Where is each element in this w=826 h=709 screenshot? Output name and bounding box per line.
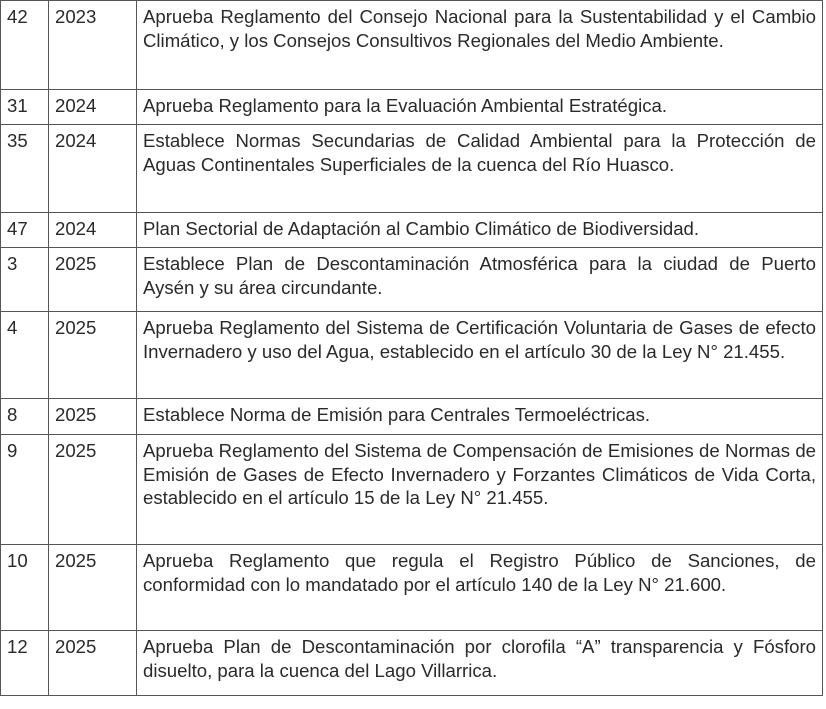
decree-year: 2025 [49, 248, 137, 312]
decree-description: Establece Norma de Emisión para Centrales Termoeléctricas. [137, 399, 823, 435]
decree-description: Aprueba Reglamento para la Evaluación Ambiental Estratégica. [137, 90, 823, 125]
decree-year: 2025 [49, 545, 137, 631]
decree-description: Establece Plan de Descontaminación Atmosférica para la ciudad de Puerto Aysén y su área circundante. [137, 248, 823, 312]
decree-number: 47 [1, 213, 49, 248]
decree-description: Aprueba Plan de Descontaminación por clorofila “A” transparencia y Fósforo disuelto, para la cuenca del Lago Villarrica. [137, 631, 823, 696]
table-row [1, 125, 823, 213]
table-row [1, 213, 823, 248]
table-row [1, 545, 823, 631]
decree-year: 2025 [49, 399, 137, 435]
decree-description: Aprueba Reglamento del Sistema de Compensación de Emisiones de Normas de Emisión de Gases de Efecto Invernadero y Forzantes Climáticos de Vida Corta, establecido en el artículo 15 de la Ley N° 21.455. [137, 435, 823, 545]
decree-number: 31 [1, 90, 49, 125]
decree-number: 3 [1, 248, 49, 312]
table-row [1, 1, 823, 90]
decree-year: 2025 [49, 631, 137, 696]
decree-number: 12 [1, 631, 49, 696]
decree-number: 42 [1, 1, 49, 90]
decree-year: 2025 [49, 435, 137, 545]
decree-number: 4 [1, 312, 49, 399]
decree-description: Aprueba Reglamento del Sistema de Certificación Voluntaria de Gases de efecto Invernadero y uso del Agua, establecido en el artículo 30 de la Ley N° 21.455. [137, 312, 823, 399]
decree-description: Aprueba Reglamento del Consejo Nacional para la Sustentabilidad y el Cambio Climático, y los Consejos Consultivos Regionales del Medio Ambiente. [137, 1, 823, 90]
table-row [1, 631, 823, 696]
decree-year: 2024 [49, 90, 137, 125]
table-row [1, 90, 823, 125]
decree-description: Plan Sectorial de Adaptación al Cambio Climático de Biodiversidad. [137, 213, 823, 248]
decree-number: 8 [1, 399, 49, 435]
decree-description: Establece Normas Secundarias de Calidad Ambiental para la Protección de Aguas Continentales Superficiales de la cuenca del Río Huasco. [137, 125, 823, 213]
table-row [1, 248, 823, 312]
decree-description: Aprueba Reglamento que regula el Registro Público de Sanciones, de conformidad con lo mandatado por el artículo 140 de la Ley N° 21.600. [137, 545, 823, 631]
table-row [1, 312, 823, 399]
decree-number: 9 [1, 435, 49, 545]
decree-number: 10 [1, 545, 49, 631]
decree-year: 2024 [49, 213, 137, 248]
decree-year: 2025 [49, 312, 137, 399]
decree-year: 2024 [49, 125, 137, 213]
decree-number: 35 [1, 125, 49, 213]
table-row [1, 435, 823, 545]
table-row [1, 399, 823, 435]
decree-table-body [1, 1, 823, 696]
decree-year: 2023 [49, 1, 137, 90]
